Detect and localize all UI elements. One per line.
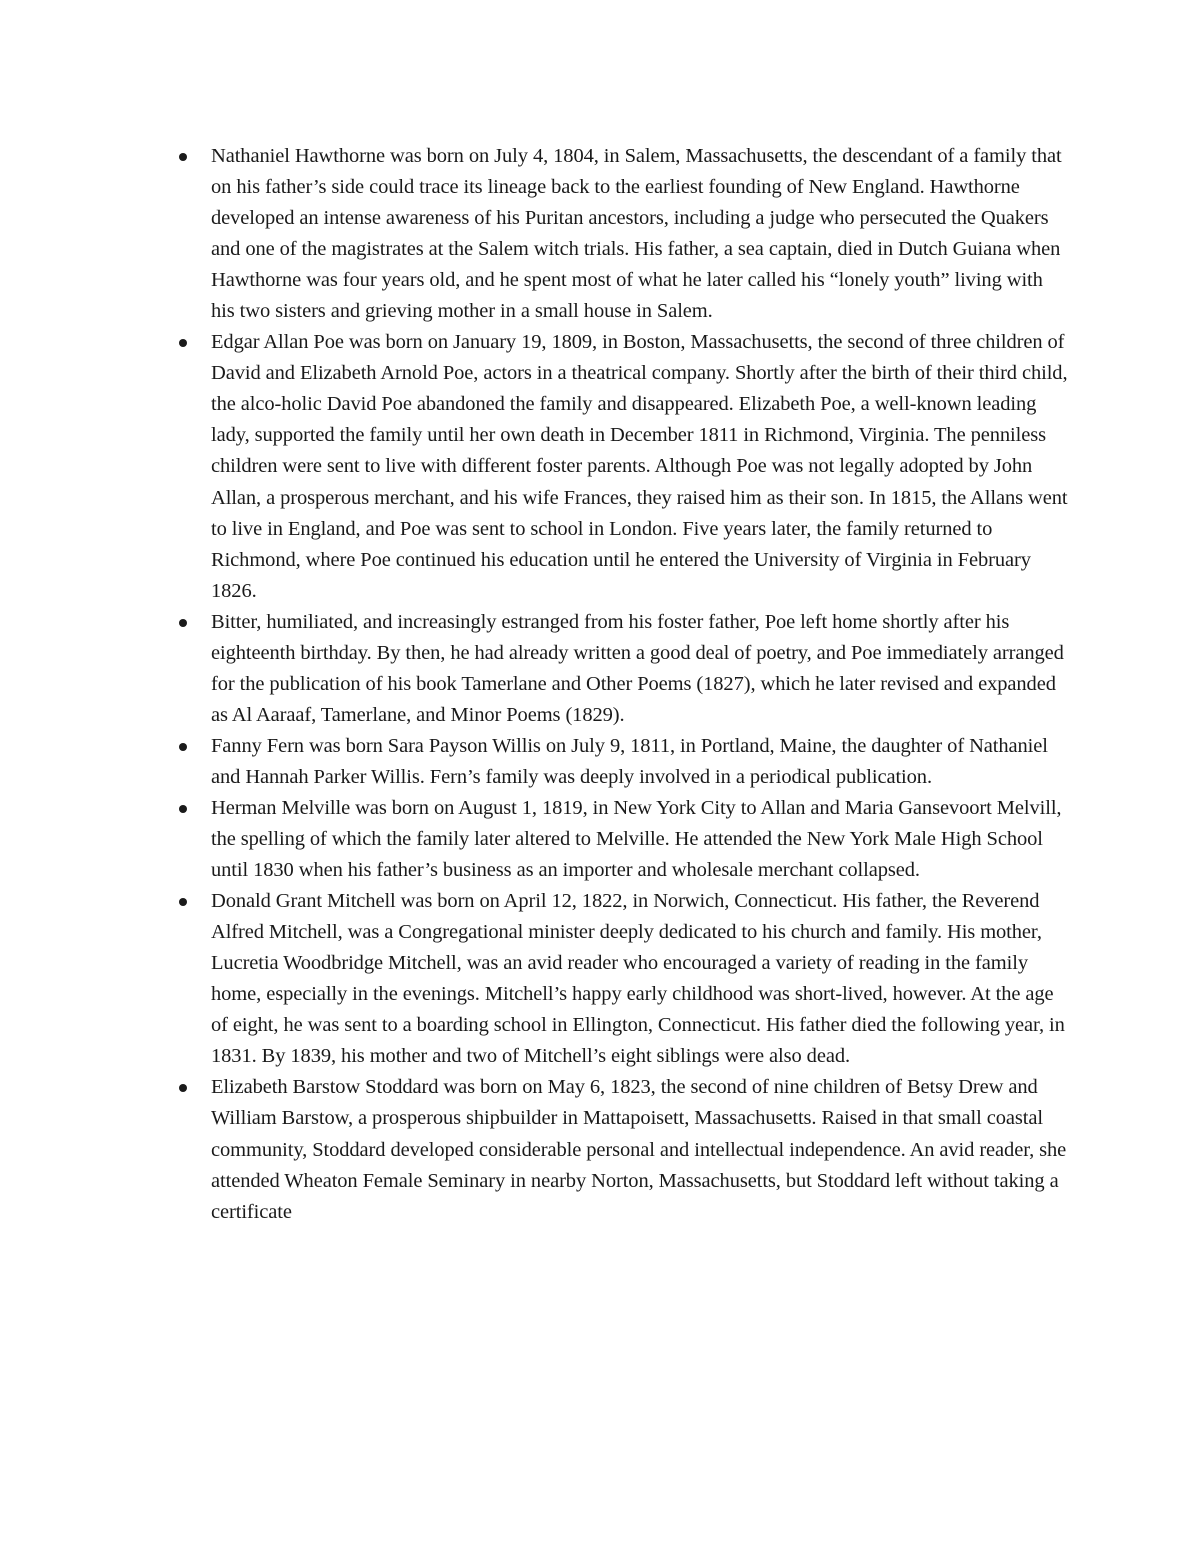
bullet-text: Edgar Allan Poe was born on January 19, 1809, in Boston, Massachusetts, the second of three children of David and Elizabeth Arnold Poe, actors in a theatrical company. Shortly after the birth of their third child, the alco-holic David Poe abandoned the family and disappeared. Elizabeth Poe, a well-known leading lady, supported the family until her own death in December 1811 in Richmond, Virginia. The penniless children were sent to live with different foster parents. Although Poe was not legally adopted by John Allan, a prosperous merchant, and his wife Frances, they raised him as their son. In 1815, the Allans went to live in England, and Poe was sent to school in London. Five years later, the family returned to Richmond, where Poe continued his education until he entered the University of Virginia in February 1826. xyxy=(211,331,1068,602)
bullet-text: Nathaniel Hawthorne was born on July 4, 1804, in Salem, Massachusetts, the descendant of a family that on his father’s side could trace its lineage back to the earliest founding of New England. Hawthorne developed an intense awareness of his Puritan ancestors, including a judge who persecuted the Quakers and one of the magistrates at the Salem witch trials. His father, a sea captain, died in Dutch Guiana when Hawthorne was four years old, and he spent most of what he later called his “lonely youth” living with his two sisters and grieving mother in a small house in Salem. xyxy=(211,145,1062,323)
bullet-item-poe-poetry xyxy=(170,607,1070,731)
bullet-item-hawthorne xyxy=(170,141,1070,327)
bullet-item-melville xyxy=(170,793,1070,886)
bullet-text: Bitter, humiliated, and increasingly estranged from his foster father, Poe left home shortly after his eighteenth birthday. By then, he had already written a good deal of poetry, and Poe immediately arranged for the publication of his book Tamerlane and Other Poems (1827), which he later revised and expanded as Al Aaraaf, Tamerlane, and Minor Poems (1829). xyxy=(211,610,1064,726)
bullet-dot-icon xyxy=(179,339,187,347)
bullet-dot-icon xyxy=(179,743,187,751)
bullet-list xyxy=(170,141,1070,1228)
bullet-item-mitchell xyxy=(170,886,1070,1072)
bullet-item-poe-birth xyxy=(170,327,1070,606)
bullet-dot-icon xyxy=(179,153,187,161)
bullet-dot-icon xyxy=(179,898,187,906)
bullet-dot-icon xyxy=(179,805,187,813)
bullet-text: Donald Grant Mitchell was born on April 12, 1822, in Norwich, Connecticut. His father, the Reverend Alfred Mitchell, was a Congregational minister deeply dedicated to his church and family. His mother, Lucretia Woodbridge Mitchell, was an avid reader who encouraged a variety of reading in the family home, especially in the evenings. Mitchell’s happy early childhood was short-lived, however. At the age of eight, he was sent to a boarding school in Ellington, Connecticut. His father died the following year, in 1831. By 1839, his mother and two of Mitchell’s eight siblings were also dead. xyxy=(211,890,1065,1068)
bullet-item-stoddard xyxy=(170,1072,1070,1227)
bullet-text: Fanny Fern was born Sara Payson Willis on July 9, 1811, in Portland, Maine, the daughter of Nathaniel and Hannah Parker Willis. Fern’s family was deeply involved in a periodical publication. xyxy=(211,734,1048,788)
bullet-dot-icon xyxy=(179,1084,187,1092)
bullet-text: Elizabeth Barstow Stoddard was born on May 6, 1823, the second of nine children of Betsy Drew and William Barstow, a prosperous shipbuilder in Mattapoisett, Massachusetts. Raised in that small coastal community, Stoddard developed considerable personal and intellectual independence. An avid reader, she attended Wheaton Female Seminary in nearby Norton, Massachusetts, but Stoddard left without taking a certificate xyxy=(211,1076,1067,1223)
bullet-item-fern xyxy=(170,731,1070,793)
bullet-dot-icon xyxy=(179,619,187,627)
bullet-text: Herman Melville was born on August 1, 1819, in New York City to Allan and Maria Gansevoort Melvill, the spelling of which the family later altered to Melville. He attended the New York Male High School until 1830 when his father’s business as an importer and wholesale merchant collapsed. xyxy=(211,796,1062,882)
